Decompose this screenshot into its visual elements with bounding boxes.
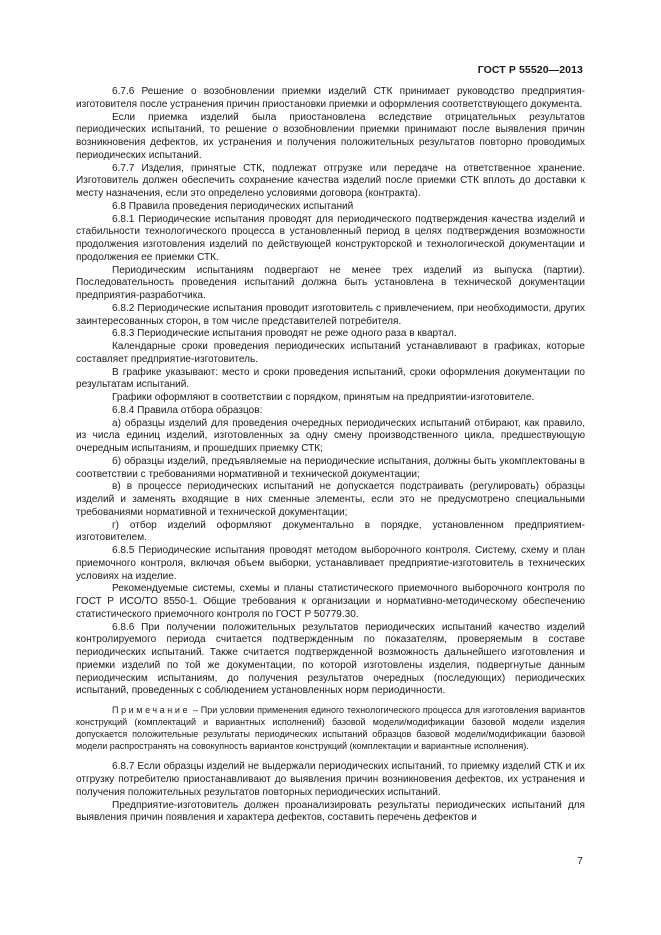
- paragraph-calendar-schedule: Календарные сроки проведения периодических испытаний устанавливают в графиках, которые составляет предприятие-изготовитель.: [76, 341, 585, 365]
- paragraph-defect-analysis: Предприятие-изготовитель должен проанализировать результаты периодических испытаний для выявления причин появления и характера дефектов, составить перечень дефектов и: [76, 799, 585, 824]
- list-item-b: б) образцы изделий, предъявляемые на периодические испытания, должны быть укомплектованы в соответствии с требованиями нормативной и технической документации;: [76, 455, 585, 480]
- paragraph-schedule-format: Графики оформляют в соответствии с порядком, принятым на предприятии-изготовителе.: [112, 392, 535, 403]
- paragraph-6-8-1: 6.8.1 Периодические испытания проводят для периодического подтверждения качества изделий и стабильности технологического процесса в установленный период в целях подтверждения возможности продолжения изготовления изделий по действующей конструкторской и технологической документации и продолжения ее приемки СТК.: [76, 213, 585, 263]
- page-number: 7: [577, 855, 583, 867]
- paragraph-6-7-6: 6.7.6 Решение о возобновлении приемки изделий СТК принимает руководство предприятия-изготовителя после устранения причин приостановки приемки и оформления соответствующего документа.: [76, 86, 585, 110]
- paragraph-6-8-6: 6.8.6 При получении положительных результатов периодических испытаний качество изделий контролируемого периода считается подтвержденным по показателям, проверяемым в составе периодических испытаний. Также считается подтвержденной возможность дальнейшего изготовления и приемки изделий по той же документации, по которой изготовлены изделия, подвергнутые данным периодическим испытаниям, до получения результатов очередных (последующих) периодических испытаний, проведенных с соблюдением установленных норм периодичности.: [76, 621, 585, 697]
- list-item-a: а) образцы изделий для проведения очередных периодических испытаний отбирают, как правило, из числа единиц изделий, изготовленных за одну смену производственного цикла, предшествующую очередным испытаниям, и прошедших приемку СТК;: [76, 417, 585, 454]
- paragraph-6-7-7: 6.7.7 Изделия, принятые СТК, подлежат отгрузке или передаче на ответственное хранение. Изготовитель должен обеспечить сохранение качества изделий после приемки СТК вплоть до доставки к месту назначения, если это определено условиями договора (контракта).: [76, 162, 585, 199]
- list-item-v: в) в процессе периодических испытаний не допускается подстраивать (регулировать) образцы изделий и заменять входящие в них сменные элементы, если это не предусмотрено специальными требованиями нормативной и технической документации;: [76, 481, 585, 518]
- note-text: – При условии применения единого технологического процесса для изготовления вариантов конструкций (комплектаций и вариантных исполнений) базовой модели/модификации базовой модели изделия допускается положительные результаты периодических испытаний образцов базовой модели/модификации базовой модели распространять на совокупность вариантов конструкций (комплектации и вариантные исполнения).: [76, 705, 585, 752]
- note-block: [76, 704, 585, 752]
- document-body: [76, 86, 585, 825]
- paragraph-test-sample-count: Периодическим испытаниям подвергают не менее трех изделий из выпуска (партии). Последовательность проведения испытаний должна быть установлена в технической документации предприятия-разработчика.: [76, 264, 585, 301]
- document-code: ГОСТ Р 55520—2013: [477, 64, 583, 76]
- paragraph-6-8-4: 6.8.4 Правила отбора образцов:: [112, 404, 263, 416]
- paragraph-6-8-5: 6.8.5 Периодические испытания проводят методом выборочного контроля. Систему, схему и план приемочного контроля, включая объем выборки, устанавливает предприятие-изготовитель в технических условиях на изделие.: [76, 545, 585, 582]
- paragraph-6-8-7: 6.8.7 Если образцы изделий не выдержали периодических испытаний, то приемку изделий СТК и их отгрузку потребителю приостанавливают до выявления причин возникновения дефектов, их устранения и получения положительных результатов повторных периодических испытаний.: [76, 761, 585, 798]
- paragraph-schedule-contents: В графике указывают: место и сроки проведения испытаний, сроки оформления документации по результатам испытаний.: [76, 366, 585, 391]
- paragraph-recommended-systems: Рекомендуемые системы, схемы и планы статистического приемочного выборочного контроля по ГОСТ Р ИСО/ТО 8550-1. Общие требования к организации и нормативно-методическому обеспечению статистического приемочного контроля по ГОСТ Р 50779.30.: [76, 583, 585, 620]
- section-heading-6-8: 6.8 Правила проведения периодических испытаний: [112, 200, 354, 212]
- paragraph-6-8-2: 6.8.2 Периодические испытания проводит изготовитель с привлечением, при необходимости, других заинтересованных сторон, в том числе представителей потребителя.: [76, 302, 585, 327]
- paragraph-resume-after-suspension: Если приемка изделий была приостановлена вследствие отрицательных результатов периодических испытаний, то решение о возобновлении приемки принимают после выявления причин возникновения дефектов, их устранения и получения положительных результатов повторно проводимых периодических испытаний.: [76, 111, 585, 161]
- note-label: Примечание: [112, 705, 191, 715]
- list-item-g: г) отбор изделий оформляют документально в порядке, установленном предприятием-изготовителем.: [76, 519, 585, 544]
- paragraph-6-8-3: 6.8.3 Периодические испытания проводят не реже одного раза в квартал.: [112, 328, 457, 340]
